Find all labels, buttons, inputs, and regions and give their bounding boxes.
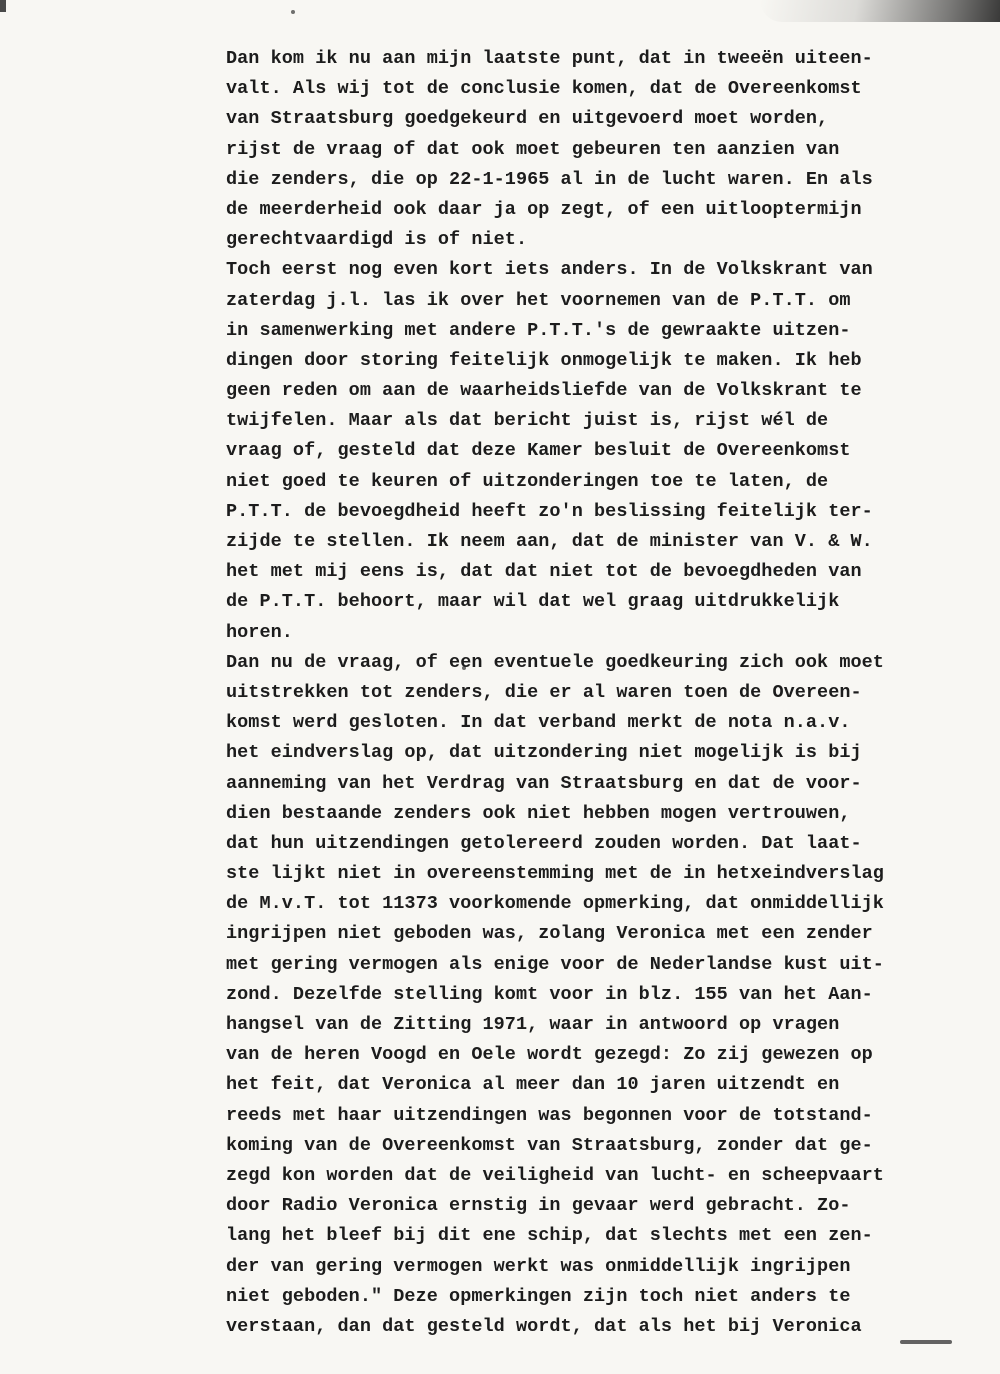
text-line: lang het bleef bij dit ene schip, dat slechts met een zen- — [226, 1225, 873, 1247]
scan-speck — [291, 10, 295, 14]
text-line: niet geboden." Deze opmerkingen zijn toch niet anders te — [226, 1285, 851, 1307]
text-line: vraag of, gesteld dat deze Kamer besluit de Overeenkomst — [226, 440, 851, 462]
text-line: valt. Als wij tot de conclusie komen, dat de Overeenkomst — [226, 78, 862, 100]
text-line: het met mij eens is, dat dat niet tot de bevoegdheden van — [226, 561, 862, 583]
text-line: zijde te stellen. Ik neem aan, dat de minister van V. & W. — [226, 531, 873, 552]
text-line: twijfelen. Maar als dat bericht juist is, rijst wél de — [226, 410, 829, 432]
text-line: zegd kon worden dat de veiligheid van lucht- en scheepvaart — [226, 1164, 884, 1186]
text-line: uitstrekken tot zenders, die er al waren toen de Overeen- — [226, 681, 862, 703]
text-line: zond. Dezelfde stelling komt voor in blz. 155 van het Aan- — [226, 983, 873, 1005]
document-body — [226, 44, 946, 1342]
text-line: ingrijpen niet geboden was, zolang Veronica met een zender — [226, 923, 873, 945]
text-line: hangsel van de Zitting 1971, waar in antwoord op vragen — [226, 1014, 840, 1035]
text-line: rijst de vraag of dat ook moet gebeuren ten aanzien van — [226, 138, 840, 160]
scan-edge-mark — [0, 0, 6, 12]
text-line: komst werd gesloten. In dat verband merkt de nota n.a.v. — [226, 712, 851, 734]
text-line: Dan kom ik nu aan mijn laatste punt, dat in tweeën uiteen- — [226, 48, 873, 69]
text-line: zaterdag j.l. las ik over het voornemen van de P.T.T. om — [226, 289, 851, 311]
text-line: de meerderheid ook daar ja op zegt, of een uitlooptermijn — [226, 198, 862, 220]
text-line: niet goed te keuren of uitzonderingen toe te laten, de — [226, 470, 829, 492]
text-line: met gering vermogen als enige voor de Nederlandse kust uit- — [226, 953, 884, 975]
text-line: van de heren Voogd en Oele wordt gezegd: Zo zij gewezen op — [226, 1044, 873, 1066]
text-line: van Straatsburg goedgekeurd en uitgevoerd moet worden, — [226, 108, 829, 130]
text-line: door Radio Veronica ernstig in gevaar werd gebracht. Zo- — [226, 1195, 851, 1217]
text-line: dingen door storing feitelijk onmogelijk te maken. Ik heb — [226, 349, 862, 371]
text-line: verstaan, dan dat gesteld wordt, dat als het bij Veronica — [226, 1315, 862, 1337]
text-line: Toch eerst nog even kort iets anders. In de Volkskrant van — [226, 259, 873, 281]
scan-smudge-bottom — [900, 1340, 952, 1344]
text-line: gerechtvaardigd is of niet. — [226, 229, 528, 251]
text-line: aanneming van het Verdrag van Straatsburg en dat de voor- — [226, 772, 862, 794]
text-line: het feit, dat Veronica al meer dan 10 jaren uitzendt en — [226, 1074, 840, 1096]
text-line: reeds met haar uitzendingen was begonnen voor de totstand- — [226, 1104, 873, 1126]
text-line: dien bestaande zenders ook niet hebben mogen vertrouwen, — [226, 802, 851, 824]
text-line: de M.v.T. tot 11373 voorkomende opmerking, dat onmiddellijk — [226, 893, 884, 915]
text-line: in samenwerking met andere P.T.T.'s de gewraakte uitzen- — [226, 319, 851, 341]
text-line: die zenders, die op 22-1-1965 al in de lucht waren. En als — [226, 168, 873, 190]
text-line: ste lijkt niet in overeenstemming met de in hetxeindverslag — [226, 863, 884, 885]
text-line: horen. — [226, 621, 293, 643]
text-line: koming van de Overeenkomst van Straatsburg, zonder dat ge- — [226, 1134, 873, 1156]
text-line: de P.T.T. behoort, maar wil dat wel graag uitdrukkelijk — [226, 591, 840, 613]
text-line: dat hun uitzendingen getolereerd zouden worden. Dat laat- — [226, 832, 862, 854]
text-line: der van gering vermogen werkt was onmiddellijk ingrijpen — [226, 1255, 851, 1277]
text-line: Dan nu de vraag, of een eventuele goedkeuring zich ook moet — [226, 651, 884, 673]
text-line: het eindverslag op, dat uitzondering niet mogelijk is bij — [226, 742, 862, 764]
text-line: geen reden om aan de waarheidsliefde van de Volkskrant te — [226, 380, 862, 402]
text-line: P.T.T. de bevoegdheid heeft zo'n beslissing feitelijk ter- — [226, 500, 873, 522]
scan-smudge-top — [760, 0, 1000, 22]
